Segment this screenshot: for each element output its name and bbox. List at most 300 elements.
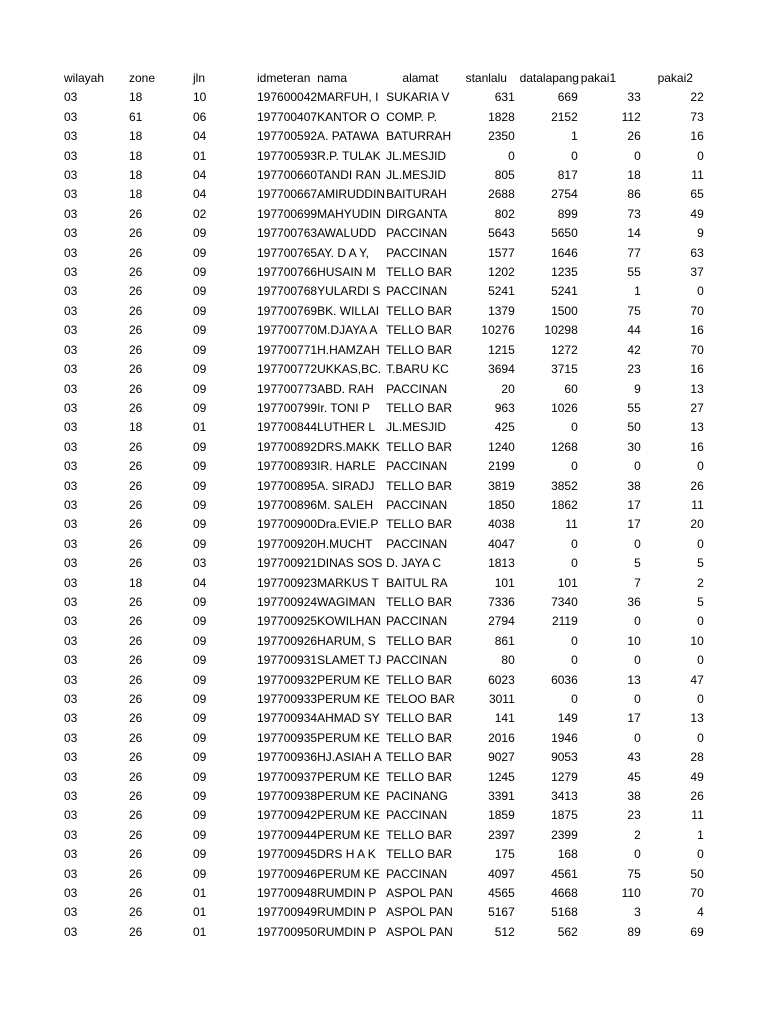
- cell-datalapang[interactable]: 101: [557, 575, 578, 590]
- header-jln[interactable]: jln: [193, 71, 206, 85]
- cell-idmeteran[interactable]: 197700772: [257, 362, 318, 377]
- cell-wilayah[interactable]: 03: [64, 692, 78, 706]
- cell-pakai2[interactable]: 16: [690, 439, 704, 454]
- cell-alamat[interactable]: TELLO BAR: [386, 265, 453, 280]
- cell-datalapang[interactable]: 6036: [551, 672, 578, 687]
- cell-idmeteran[interactable]: 197700763: [257, 226, 318, 241]
- cell-zone[interactable]: 26: [129, 323, 143, 338]
- cell-stanlalu[interactable]: 4047: [488, 536, 515, 551]
- cell-datalapang[interactable]: 2399: [551, 827, 578, 842]
- cell-pakai2[interactable]: 0: [697, 459, 704, 474]
- cell-zone[interactable]: 18: [129, 575, 143, 590]
- cell-stanlalu[interactable]: 1577: [488, 245, 515, 260]
- cell-datalapang[interactable]: 11: [565, 517, 578, 532]
- cell-nama[interactable]: AWALUDD: [317, 226, 377, 241]
- cell-jln[interactable]: 01: [193, 924, 207, 939]
- cell-pakai1[interactable]: 0: [634, 148, 641, 163]
- cell-alamat[interactable]: TELLO BAR: [386, 711, 453, 726]
- header-stanlalu[interactable]: stanlalu: [465, 71, 507, 85]
- cell-pakai1[interactable]: 44: [627, 323, 641, 338]
- cell-datalapang[interactable]: 1268: [551, 439, 578, 454]
- cell-zone[interactable]: 26: [129, 342, 143, 357]
- cell-wilayah[interactable]: 03: [64, 886, 78, 901]
- cell-pakai2[interactable]: 22: [690, 90, 704, 105]
- cell-wilayah[interactable]: 03: [64, 672, 78, 687]
- cell-wilayah[interactable]: 03: [64, 420, 78, 435]
- cell-wilayah[interactable]: 03: [64, 226, 78, 241]
- cell-jln[interactable]: 09: [193, 866, 207, 881]
- cell-stanlalu[interactable]: 4565: [488, 886, 515, 901]
- cell-zone[interactable]: 26: [129, 303, 143, 318]
- cell-pakai2[interactable]: 28: [690, 750, 704, 765]
- cell-pakai1[interactable]: 0: [634, 730, 641, 745]
- cell-pakai2[interactable]: 16: [690, 323, 704, 338]
- cell-datalapang[interactable]: 0: [571, 556, 578, 571]
- cell-datalapang[interactable]: 5168: [551, 905, 578, 920]
- cell-pakai2[interactable]: 0: [697, 148, 704, 163]
- cell-nama[interactable]: DRS.MAKK: [317, 439, 380, 454]
- cell-zone[interactable]: 26: [129, 556, 143, 571]
- cell-pakai1[interactable]: 50: [627, 420, 641, 435]
- cell-zone[interactable]: 26: [129, 381, 143, 396]
- cell-stanlalu[interactable]: 101: [494, 575, 515, 590]
- cell-nama[interactable]: KOWILHAN: [317, 614, 382, 629]
- cell-idmeteran[interactable]: 197700768: [257, 284, 318, 299]
- cell-pakai2[interactable]: 49: [690, 769, 704, 784]
- cell-wilayah[interactable]: 03: [64, 362, 78, 377]
- cell-stanlalu[interactable]: 963: [494, 400, 515, 415]
- cell-zone[interactable]: 26: [129, 536, 143, 551]
- cell-wilayah[interactable]: 03: [64, 905, 78, 920]
- cell-stanlalu[interactable]: 802: [494, 206, 515, 221]
- cell-alamat[interactable]: TELLO BAR: [386, 672, 453, 687]
- cell-datalapang[interactable]: 562: [557, 924, 578, 939]
- cell-pakai2[interactable]: 0: [697, 536, 704, 551]
- cell-idmeteran[interactable]: 197700771: [257, 342, 318, 357]
- cell-jln[interactable]: 09: [193, 381, 207, 396]
- cell-nama[interactable]: M.DJAYA A: [317, 323, 378, 338]
- cell-wilayah[interactable]: 03: [64, 439, 78, 454]
- cell-alamat[interactable]: TELLO BAR: [386, 750, 453, 765]
- cell-idmeteran[interactable]: 197700945: [257, 847, 318, 862]
- cell-pakai2[interactable]: 0: [697, 730, 704, 745]
- cell-alamat[interactable]: ASPOL PAN: [386, 886, 453, 901]
- cell-nama[interactable]: AMIRUDDIN: [317, 187, 386, 202]
- cell-datalapang[interactable]: 1946: [551, 730, 578, 745]
- cell-pakai2[interactable]: 13: [690, 381, 704, 396]
- cell-jln[interactable]: 10: [193, 90, 207, 105]
- cell-pakai1[interactable]: 33: [627, 90, 641, 105]
- cell-datalapang[interactable]: 669: [557, 90, 578, 105]
- cell-jln[interactable]: 03: [193, 556, 207, 571]
- cell-nama[interactable]: HUSAIN M: [317, 265, 376, 280]
- cell-stanlalu[interactable]: 2397: [488, 827, 515, 842]
- cell-nama[interactable]: PERUM KE: [317, 866, 380, 881]
- cell-zone[interactable]: 26: [129, 866, 143, 881]
- cell-stanlalu[interactable]: 175: [494, 847, 515, 862]
- cell-pakai2[interactable]: 26: [690, 478, 704, 493]
- cell-zone[interactable]: 26: [129, 905, 143, 920]
- cell-stanlalu[interactable]: 1240: [488, 439, 515, 454]
- cell-datalapang[interactable]: 1500: [551, 303, 578, 318]
- cell-alamat[interactable]: PACCINAN: [386, 866, 448, 881]
- cell-pakai2[interactable]: 5: [697, 594, 704, 609]
- cell-pakai1[interactable]: 3: [634, 905, 641, 920]
- cell-pakai1[interactable]: 0: [634, 536, 641, 551]
- cell-jln[interactable]: 09: [193, 497, 207, 512]
- cell-pakai1[interactable]: 75: [627, 303, 641, 318]
- cell-zone[interactable]: 26: [129, 284, 143, 299]
- cell-stanlalu[interactable]: 1850: [488, 497, 515, 512]
- cell-wilayah[interactable]: 03: [64, 265, 78, 280]
- cell-stanlalu[interactable]: 1245: [488, 769, 515, 784]
- cell-datalapang[interactable]: 2152: [551, 109, 578, 124]
- cell-idmeteran[interactable]: 197700844: [257, 420, 318, 435]
- cell-idmeteran[interactable]: 197700660: [257, 168, 318, 183]
- cell-pakai1[interactable]: 89: [627, 924, 641, 939]
- cell-alamat[interactable]: BATURRAH: [386, 129, 452, 144]
- cell-nama[interactable]: A. PATAWA: [317, 129, 379, 144]
- cell-zone[interactable]: 26: [129, 924, 143, 939]
- cell-idmeteran[interactable]: 197700944: [257, 827, 318, 842]
- cell-pakai2[interactable]: 16: [690, 129, 704, 144]
- cell-nama[interactable]: SLAMET TJ: [317, 653, 382, 668]
- cell-datalapang[interactable]: 3852: [551, 478, 578, 493]
- cell-wilayah[interactable]: 03: [64, 633, 78, 648]
- cell-wilayah[interactable]: 03: [64, 789, 78, 804]
- header-datalapang[interactable]: datalapang: [519, 71, 579, 85]
- cell-nama[interactable]: RUMDIN P: [317, 886, 377, 901]
- cell-alamat[interactable]: PACCINAN: [386, 808, 448, 823]
- cell-stanlalu[interactable]: 5167: [488, 905, 515, 920]
- cell-stanlalu[interactable]: 1202: [488, 265, 515, 280]
- cell-stanlalu[interactable]: 4097: [488, 866, 515, 881]
- cell-jln[interactable]: 09: [193, 245, 207, 260]
- cell-jln[interactable]: 09: [193, 517, 207, 532]
- cell-pakai1[interactable]: 30: [627, 439, 641, 454]
- cell-pakai2[interactable]: 47: [690, 672, 704, 687]
- cell-pakai1[interactable]: 9: [634, 381, 641, 396]
- cell-zone[interactable]: 26: [129, 633, 143, 648]
- cell-datalapang[interactable]: 0: [571, 459, 578, 474]
- cell-alamat[interactable]: TELLO BAR: [386, 303, 453, 318]
- cell-pakai2[interactable]: 63: [690, 245, 704, 260]
- cell-alamat[interactable]: SUKARIA V: [386, 90, 450, 105]
- cell-wilayah[interactable]: 03: [64, 575, 78, 590]
- cell-alamat[interactable]: COMP. P.: [386, 109, 437, 124]
- cell-pakai1[interactable]: 18: [627, 168, 641, 183]
- cell-stanlalu[interactable]: 1859: [488, 808, 515, 823]
- cell-jln[interactable]: 04: [193, 575, 207, 590]
- cell-pakai2[interactable]: 27: [690, 400, 704, 415]
- cell-stanlalu[interactable]: 1813: [488, 556, 515, 571]
- cell-alamat[interactable]: PACCINAN: [386, 497, 448, 512]
- cell-zone[interactable]: 26: [129, 362, 143, 377]
- cell-pakai2[interactable]: 16: [690, 362, 704, 377]
- cell-pakai2[interactable]: 9: [697, 226, 704, 241]
- cell-idmeteran[interactable]: 197700896: [257, 497, 318, 512]
- cell-pakai1[interactable]: 23: [627, 362, 641, 377]
- cell-wilayah[interactable]: 03: [64, 206, 78, 221]
- cell-datalapang[interactable]: 2119: [551, 614, 578, 629]
- cell-nama[interactable]: R.P. TULAK: [317, 148, 381, 163]
- cell-wilayah[interactable]: 03: [64, 342, 78, 357]
- cell-pakai2[interactable]: 13: [690, 711, 704, 726]
- cell-idmeteran[interactable]: 197700769: [257, 303, 318, 318]
- cell-datalapang[interactable]: 0: [571, 653, 578, 668]
- cell-datalapang[interactable]: 3413: [551, 789, 578, 804]
- cell-jln[interactable]: 09: [193, 653, 207, 668]
- cell-zone[interactable]: 61: [129, 109, 143, 124]
- cell-datalapang[interactable]: 1862: [551, 497, 578, 512]
- header-wilayah[interactable]: wilayah: [64, 71, 105, 85]
- cell-zone[interactable]: 26: [129, 730, 143, 745]
- cell-stanlalu[interactable]: 2199: [488, 459, 515, 474]
- cell-jln[interactable]: 09: [193, 439, 207, 454]
- cell-datalapang[interactable]: 4668: [551, 886, 578, 901]
- cell-wilayah[interactable]: 03: [64, 711, 78, 726]
- cell-zone[interactable]: 26: [129, 497, 143, 512]
- cell-datalapang[interactable]: 2754: [551, 187, 578, 202]
- cell-datalapang[interactable]: 1646: [551, 245, 578, 260]
- cell-stanlalu[interactable]: 861: [494, 633, 515, 648]
- cell-alamat[interactable]: PACCINAN: [386, 459, 448, 474]
- cell-datalapang[interactable]: 1875: [551, 808, 578, 823]
- cell-alamat[interactable]: PACCINAN: [386, 536, 448, 551]
- cell-idmeteran[interactable]: 197700593: [257, 148, 318, 163]
- cell-pakai2[interactable]: 73: [690, 109, 704, 124]
- cell-pakai2[interactable]: 50: [690, 866, 704, 881]
- cell-pakai2[interactable]: 70: [690, 303, 704, 318]
- cell-pakai1[interactable]: 45: [627, 769, 641, 784]
- cell-pakai1[interactable]: 10: [627, 633, 641, 648]
- cell-idmeteran[interactable]: 197700924: [257, 594, 318, 609]
- cell-zone[interactable]: 18: [129, 129, 143, 144]
- cell-alamat[interactable]: TELLO BAR: [386, 439, 453, 454]
- cell-stanlalu[interactable]: 6023: [488, 672, 515, 687]
- cell-wilayah[interactable]: 03: [64, 148, 78, 163]
- cell-idmeteran[interactable]: 197700938: [257, 789, 318, 804]
- cell-jln[interactable]: 01: [193, 886, 207, 901]
- cell-zone[interactable]: 26: [129, 672, 143, 687]
- cell-nama[interactable]: KANTOR O: [317, 109, 380, 124]
- cell-pakai2[interactable]: 26: [690, 789, 704, 804]
- cell-jln[interactable]: 09: [193, 614, 207, 629]
- cell-idmeteran[interactable]: 197700773: [257, 381, 318, 396]
- cell-idmeteran[interactable]: 197700935: [257, 730, 318, 745]
- cell-pakai1[interactable]: 17: [627, 497, 641, 512]
- cell-datalapang[interactable]: 899: [557, 206, 578, 221]
- cell-stanlalu[interactable]: 5241: [488, 284, 515, 299]
- cell-pakai1[interactable]: 1: [634, 284, 641, 299]
- cell-zone[interactable]: 26: [129, 226, 143, 241]
- cell-alamat[interactable]: PACCINAN: [386, 245, 448, 260]
- cell-pakai1[interactable]: 42: [627, 342, 641, 357]
- cell-alamat[interactable]: TELLO BAR: [386, 478, 453, 493]
- cell-pakai2[interactable]: 37: [690, 265, 704, 280]
- cell-alamat[interactable]: TELLO BAR: [386, 400, 453, 415]
- cell-pakai1[interactable]: 73: [627, 206, 641, 221]
- cell-idmeteran[interactable]: 197700592: [257, 129, 318, 144]
- cell-idmeteran[interactable]: 197700765: [257, 245, 318, 260]
- cell-wilayah[interactable]: 03: [64, 653, 78, 668]
- header-idmeteran[interactable]: idmeteran: [257, 71, 311, 85]
- cell-pakai1[interactable]: 5: [634, 556, 641, 571]
- cell-pakai2[interactable]: 11: [691, 808, 704, 823]
- cell-wilayah[interactable]: 03: [64, 556, 78, 571]
- cell-stanlalu[interactable]: 141: [494, 711, 515, 726]
- cell-idmeteran[interactable]: 197700799: [257, 400, 318, 415]
- cell-pakai2[interactable]: 1: [697, 827, 704, 842]
- cell-stanlalu[interactable]: 2016: [488, 730, 515, 745]
- cell-idmeteran[interactable]: 197700893: [257, 459, 318, 474]
- cell-zone[interactable]: 18: [129, 187, 143, 202]
- cell-nama[interactable]: TANDI RAN: [317, 168, 381, 183]
- cell-datalapang[interactable]: 0: [571, 633, 578, 648]
- cell-zone[interactable]: 26: [129, 827, 143, 842]
- cell-nama[interactable]: UKKAS,BC.: [317, 362, 382, 377]
- cell-datalapang[interactable]: 817: [557, 168, 578, 183]
- cell-idmeteran[interactable]: 197700699: [257, 206, 318, 221]
- cell-wilayah[interactable]: 03: [64, 866, 78, 881]
- cell-idmeteran[interactable]: 197700926: [257, 633, 318, 648]
- cell-nama[interactable]: WAGIMAN: [317, 594, 376, 609]
- cell-stanlalu[interactable]: 2688: [488, 187, 515, 202]
- cell-stanlalu[interactable]: 805: [494, 168, 515, 183]
- cell-datalapang[interactable]: 1: [571, 129, 578, 144]
- cell-pakai1[interactable]: 0: [634, 614, 641, 629]
- cell-wilayah[interactable]: 03: [64, 517, 78, 532]
- cell-pakai1[interactable]: 0: [634, 653, 641, 668]
- cell-nama[interactable]: RUMDIN P: [317, 905, 377, 920]
- cell-idmeteran[interactable]: 197700895: [257, 478, 318, 493]
- cell-pakai2[interactable]: 10: [690, 633, 704, 648]
- cell-alamat[interactable]: PACCINAN: [386, 381, 448, 396]
- cell-wilayah[interactable]: 03: [64, 730, 78, 745]
- cell-pakai1[interactable]: 7: [634, 575, 641, 590]
- cell-wilayah[interactable]: 03: [64, 303, 78, 318]
- cell-zone[interactable]: 18: [129, 168, 143, 183]
- cell-pakai2[interactable]: 4: [697, 905, 704, 920]
- cell-datalapang[interactable]: 9053: [551, 750, 578, 765]
- cell-wilayah[interactable]: 03: [64, 245, 78, 260]
- cell-wilayah[interactable]: 03: [64, 536, 78, 551]
- cell-nama[interactable]: RUMDIN P: [317, 924, 377, 939]
- cell-pakai1[interactable]: 36: [627, 594, 641, 609]
- cell-wilayah[interactable]: 03: [64, 187, 78, 202]
- cell-nama[interactable]: PERUM KE: [317, 769, 380, 784]
- cell-zone[interactable]: 26: [129, 517, 143, 532]
- cell-nama[interactable]: PERUM KE: [317, 789, 380, 804]
- cell-zone[interactable]: 26: [129, 245, 143, 260]
- cell-pakai1[interactable]: 26: [627, 129, 641, 144]
- cell-zone[interactable]: 26: [129, 439, 143, 454]
- cell-stanlalu[interactable]: 512: [494, 924, 515, 939]
- cell-pakai2[interactable]: 70: [690, 886, 704, 901]
- cell-alamat[interactable]: DIRGANTA: [386, 206, 448, 221]
- cell-jln[interactable]: 09: [193, 265, 207, 280]
- cell-zone[interactable]: 26: [129, 400, 143, 415]
- cell-idmeteran[interactable]: 197700925: [257, 614, 318, 629]
- cell-stanlalu[interactable]: 2350: [488, 129, 515, 144]
- cell-pakai1[interactable]: 17: [627, 517, 641, 532]
- cell-jln[interactable]: 09: [193, 769, 207, 784]
- header-pakai2[interactable]: pakai2: [657, 71, 693, 85]
- cell-zone[interactable]: 26: [129, 265, 143, 280]
- cell-nama[interactable]: DINAS SOS: [317, 556, 383, 571]
- header-zone[interactable]: zone: [129, 71, 156, 85]
- cell-jln[interactable]: 09: [193, 594, 207, 609]
- cell-wilayah[interactable]: 03: [64, 168, 78, 183]
- cell-idmeteran[interactable]: 197700892: [257, 439, 318, 454]
- cell-zone[interactable]: 26: [129, 750, 143, 765]
- cell-datalapang[interactable]: 0: [571, 692, 578, 706]
- cell-alamat[interactable]: PACCINAN: [386, 226, 448, 241]
- cell-alamat[interactable]: PACCINAN: [386, 284, 448, 299]
- cell-stanlalu[interactable]: 1379: [488, 303, 515, 318]
- cell-zone[interactable]: 26: [129, 206, 143, 221]
- cell-nama[interactable]: LUTHER L: [317, 420, 376, 435]
- cell-nama[interactable]: MARKUS T: [317, 575, 379, 590]
- cell-jln[interactable]: 09: [193, 847, 207, 862]
- cell-zone[interactable]: 18: [129, 148, 143, 163]
- cell-zone[interactable]: 26: [129, 847, 143, 862]
- cell-jln[interactable]: 04: [193, 129, 207, 144]
- cell-pakai1[interactable]: 75: [627, 866, 641, 881]
- cell-alamat[interactable]: ASPOL PAN: [386, 905, 453, 920]
- cell-stanlalu[interactable]: 3819: [488, 478, 515, 493]
- cell-pakai1[interactable]: 2: [634, 827, 641, 842]
- cell-datalapang[interactable]: 1279: [551, 769, 578, 784]
- cell-jln[interactable]: 01: [193, 420, 207, 435]
- cell-alamat[interactable]: D. JAYA C: [386, 556, 441, 571]
- cell-nama[interactable]: AY. D A Y,: [317, 245, 369, 260]
- cell-alamat[interactable]: TELLO BAR: [386, 323, 453, 338]
- cell-jln[interactable]: 09: [193, 226, 207, 241]
- cell-wilayah[interactable]: 03: [64, 478, 78, 493]
- cell-idmeteran[interactable]: 197700933: [257, 692, 318, 706]
- cell-idmeteran[interactable]: 197600042: [257, 90, 318, 105]
- cell-zone[interactable]: 18: [129, 90, 143, 105]
- cell-alamat[interactable]: PACINANG: [386, 789, 448, 804]
- cell-jln[interactable]: 01: [193, 148, 207, 163]
- cell-wilayah[interactable]: 03: [64, 400, 78, 415]
- cell-pakai2[interactable]: 0: [697, 284, 704, 299]
- cell-jln[interactable]: 09: [193, 730, 207, 745]
- cell-stanlalu[interactable]: 1828: [488, 109, 515, 124]
- cell-zone[interactable]: 26: [129, 594, 143, 609]
- cell-jln[interactable]: 09: [193, 459, 207, 474]
- cell-datalapang[interactable]: 7340: [551, 594, 578, 609]
- header-nama[interactable]: nama: [317, 71, 348, 85]
- cell-nama[interactable]: PERUM KE: [317, 692, 380, 706]
- cell-idmeteran[interactable]: 197700667: [257, 187, 318, 202]
- cell-pakai2[interactable]: 11: [691, 497, 704, 512]
- cell-jln[interactable]: 06: [193, 109, 207, 124]
- cell-stanlalu[interactable]: 7336: [488, 594, 515, 609]
- cell-pakai2[interactable]: 65: [690, 187, 704, 202]
- cell-stanlalu[interactable]: 3694: [488, 362, 515, 377]
- cell-alamat[interactable]: PACCINAN: [386, 653, 448, 668]
- cell-pakai2[interactable]: 0: [697, 614, 704, 629]
- cell-zone[interactable]: 26: [129, 808, 143, 823]
- cell-zone[interactable]: 26: [129, 769, 143, 784]
- cell-jln[interactable]: 09: [193, 750, 207, 765]
- cell-datalapang[interactable]: 4561: [551, 866, 578, 881]
- cell-nama[interactable]: PERUM KE: [317, 808, 380, 823]
- cell-datalapang[interactable]: 5241: [551, 284, 578, 299]
- cell-jln[interactable]: 09: [193, 478, 207, 493]
